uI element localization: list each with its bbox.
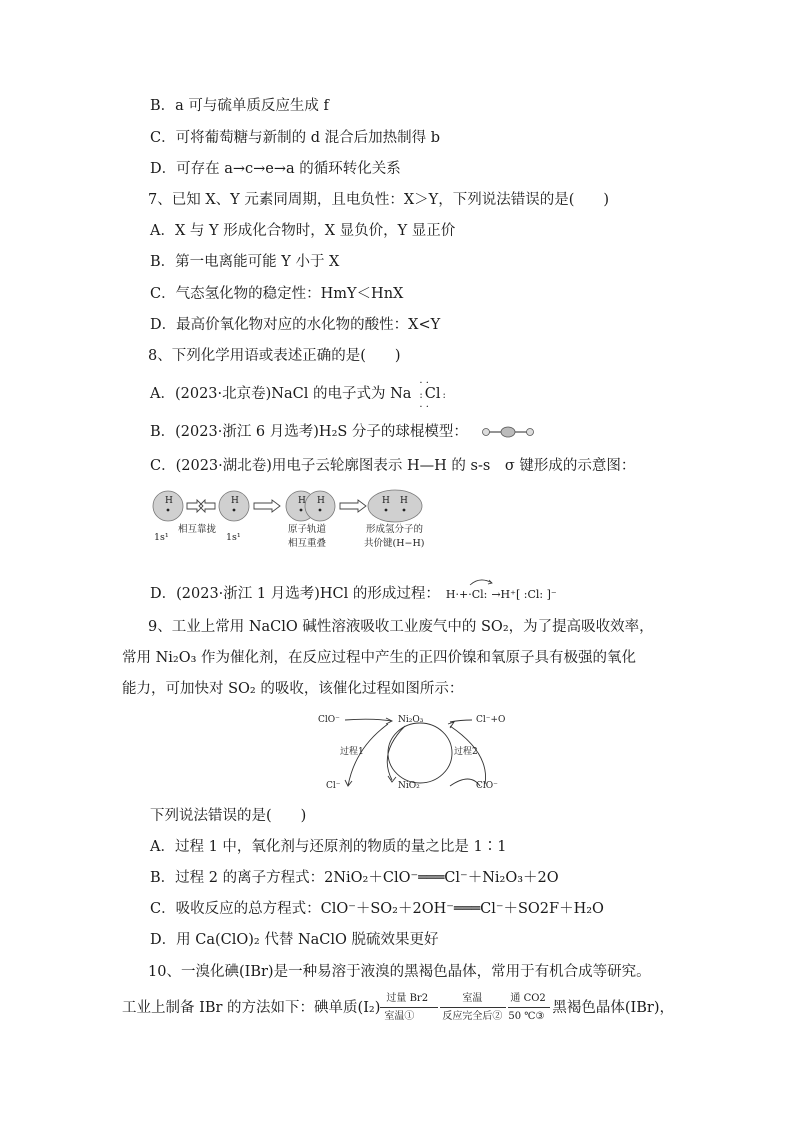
h-label: H [382, 496, 390, 506]
q10-stem-line2 [122, 993, 675, 1022]
q8-option-b [150, 422, 468, 442]
q10-step2 [440, 993, 508, 1022]
q7-option-c [150, 284, 403, 304]
q10-step3-bottom: 50 ℃③ [508, 1011, 545, 1022]
cycle-cl-o-label: Cl⁻+O [476, 715, 506, 725]
q9-option-c: C．吸收反应的总方程式：ClO⁻＋SO₂＋2OH⁻═══Cl⁻＋SO2F＋H₂O [150, 901, 604, 917]
cycle-clo2-label: ClO⁻ [476, 781, 498, 791]
diagram-step1-label: 相互靠拢 [178, 524, 217, 535]
q7-option-d: D．最高价氧化物对应的水化物的酸性：X<Y [150, 317, 441, 333]
chlorine-symbol: Cl [424, 386, 441, 402]
q10-step1-bottom: 室温① [384, 1011, 415, 1022]
q8-option-d [150, 584, 557, 605]
hcl-formation-right: →H⁺[ :Cl: ]⁻ [491, 588, 557, 601]
q8-option-d-text: D．(2023·浙江 1 月选考)HCl 的形成过程： [150, 586, 440, 602]
q10-stem-line1: 10、一溴化碘(IBr)是一种易溶于液溴的黑褐色晶体，常用于有机合成等研究。 [148, 964, 651, 980]
catalytic-cycle-diagram [310, 708, 530, 798]
diagram-1s-label: 1s¹ [226, 532, 241, 543]
q7-option-c-formula: HmY＜HnX [320, 286, 404, 302]
h-label: H [231, 496, 239, 506]
q8-option-a-text: A．(2023·北京卷)NaCl 的电子式为 Na [150, 386, 412, 402]
q10-step1-top: 过量 Br2 [386, 993, 429, 1004]
q8-option-b-text: B．(2023·浙江 6 月选考)H₂S 分子的球棍模型： [150, 424, 468, 440]
q9-option-b: B．过程 2 的离子方程式：2NiO₂＋ClO⁻═══Cl⁻＋Ni₂O₃＋2O [150, 870, 559, 886]
q7-option-c-text: C．气态氢化物的稳定性： [150, 286, 321, 302]
h-label: H [317, 496, 325, 506]
q6-option-b: B．a 可与硫单质反应生成 f [150, 98, 329, 114]
q9-stem-line3: 能力，可加快对 SO₂ 的吸收，该催化过程如图所示： [122, 681, 464, 697]
h-label: H [298, 496, 306, 506]
diagram-step3b-label: 共价键(H−H) [364, 538, 425, 549]
h-label: H [400, 496, 408, 506]
q10-step2-top: 室温 [462, 993, 483, 1004]
q10-step2-bottom: 反应完全后② [442, 1011, 503, 1022]
q10-stem-line2-pre: 工业上制备 IBr 的方法如下：碘单质(I₂) [122, 1000, 381, 1016]
hcl-formation-left: H·+·Cl: [445, 588, 488, 601]
q9-option-d: D．用 Ca(ClO)₂ 代替 NaClO 脱硫效果更好 [150, 932, 439, 948]
q9-stem-line1: 9、工业上常用 NaClO 碱性溶液吸收工业废气中的 SO₂，为了提高吸收效率， [148, 619, 654, 635]
q7-option-a: A．X 与 Y 形成化合物时，X 显负价，Y 显正价 [150, 223, 456, 239]
diagram-step2b-label: 相互重叠 [288, 538, 327, 549]
q10-stem-line2-post: 黑褐色晶体(IBr)， [552, 1000, 675, 1016]
q9-option-a: A．过程 1 中，氧化剂与还原剂的物质的量之比是 1∶1 [150, 839, 507, 855]
electron-transfer-arrow-icon [466, 576, 496, 586]
cycle-cl-label: Cl⁻ [326, 781, 341, 791]
q8-option-a: A．(2023·北京卷)NaCl 的电子式为 Na · · : Cl : · · [150, 378, 446, 413]
h-label: H [165, 496, 173, 506]
q6-option-d: D．可存在 a→c→e→a 的循环转化关系 [150, 161, 401, 177]
cycle-nio2-label: NiO₂ [398, 781, 420, 791]
cycle-ni2o3-label: Ni₂O₃ [398, 715, 424, 725]
q9-ask: 下列说法错误的是( ) [150, 808, 307, 824]
q10-step1 [380, 993, 440, 1022]
q9-stem-line2: 常用 Ni₂O₃ 作为催化剂，在反应过程中产生的正四价镍和氧原子具有极强的氧化 [122, 650, 637, 666]
q8-stem: 8、下列化学用语或表述正确的是( ) [148, 348, 401, 364]
h2s-ball-stick-model [478, 425, 538, 439]
cycle-process1-label: 过程1 [340, 747, 364, 757]
q10-step3-top: 通 CO2 [510, 993, 546, 1004]
q8-option-c: C．(2023·湖北卷)用电子云轮廓图表示 H—H 的 s-s σ 键形成的示意图： [150, 458, 636, 474]
q10-step3 [508, 993, 552, 1022]
sigma-bond-diagram [150, 488, 470, 558]
diagram-1s-label: 1s¹ [154, 532, 169, 543]
q6-option-c: C．可将葡萄糖与新制的 d 混合后加热制得 b [150, 130, 440, 146]
q7-option-b: B．第一电离能可能 Y 小于 X [150, 254, 340, 270]
cycle-process2-label: 过程2 [454, 747, 478, 757]
diagram-step3a-label: 形成氢分子的 [366, 524, 424, 535]
cycle-clo-label: ClO⁻ [318, 715, 340, 725]
q7-stem: 7、已知 X、Y 元素同周期，且电负性：X＞Y，下列说法错误的是( ) [148, 192, 610, 208]
diagram-step2a-label: 原子轨道 [288, 524, 327, 535]
